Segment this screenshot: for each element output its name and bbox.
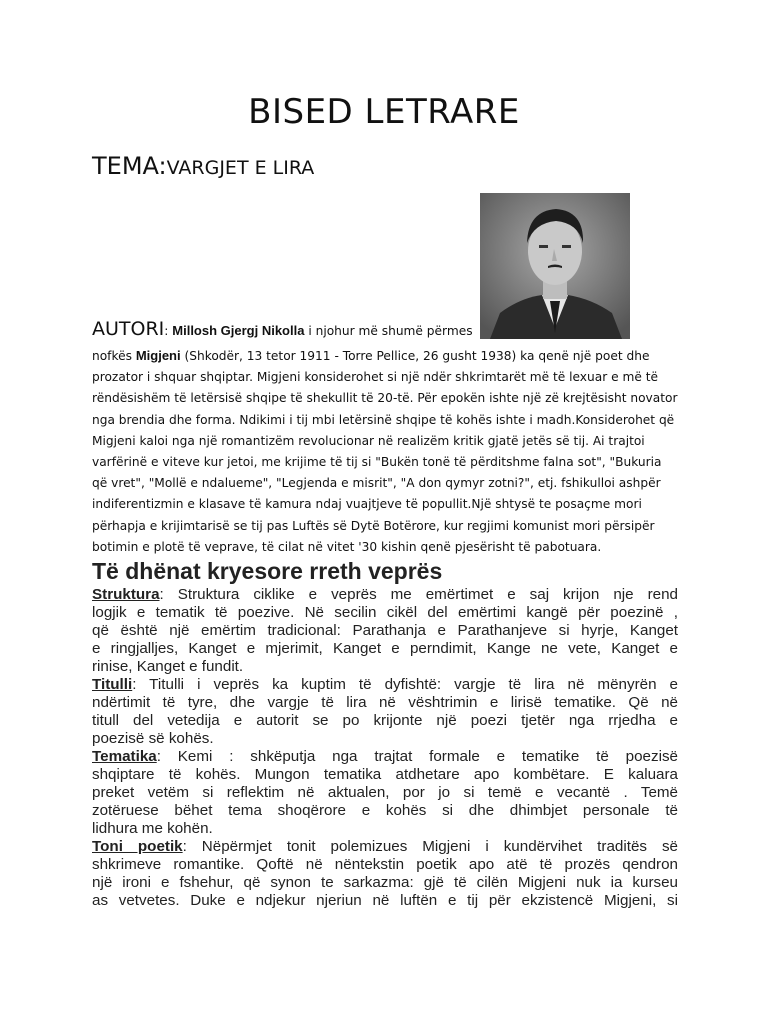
text-line bbox=[92, 676, 678, 694]
bio-text: (Shkodër, 13 tetor 1911 - Torre Pellice, 26 gusht 1938) ka qenë një poet dhe bbox=[180, 349, 650, 363]
bio-line: Migjeni kaloi nga një romantizëm revolucionar në realizëm kritik gjatë jetës së tij. Ai trajtoi bbox=[92, 433, 645, 448]
text-line bbox=[92, 748, 678, 766]
bio-line: prozator i shquar shqiptar. Migjeni konsiderohet si një ndër shkrimtarët më të lexuar e më të bbox=[92, 370, 658, 385]
bio-line: nga brendia dhe forma. Ndikimi i tij mbi letërsinë shqipe të kohës ishte i madh.Konsiderohet që bbox=[92, 412, 675, 427]
paragraph-tone bbox=[92, 838, 678, 910]
text-line: poezisë së kohës. bbox=[92, 730, 214, 747]
author-full-name: Millosh Gjergj Nikolla bbox=[172, 323, 305, 338]
paragraph-themes bbox=[92, 748, 678, 838]
bio-line: përhapja e krijimtarisë se tij pas Luftës së Dytë Botërore, kur regjimi komunist mori përsipër bbox=[92, 518, 655, 533]
author-colon: : bbox=[164, 324, 173, 338]
text-line: një ironi e fshehur, që synon te sarkazma: gjë të cilën Migjeni nuk ia kurseu bbox=[92, 874, 678, 891]
text-line: as vetvetes. Duke e ndjekur njeriun në luftën e tij për ekzistencë Migjeni, si bbox=[92, 892, 678, 909]
text-line bbox=[92, 586, 678, 604]
author-line-text: i njohur më shumë përmes bbox=[304, 324, 473, 338]
text-line: e ringjalljes, Kanget e mjerimit, Kanget e perndimit, Kange ne vete, Kanget e bbox=[92, 640, 678, 657]
topic-heading bbox=[92, 152, 314, 180]
work-details bbox=[92, 586, 678, 910]
bio-text: nofkës bbox=[92, 349, 136, 363]
author-label: AUTORI bbox=[92, 318, 165, 340]
paragraph-structure bbox=[92, 586, 678, 676]
term-title: Titulli bbox=[92, 676, 133, 693]
author-line bbox=[92, 318, 482, 340]
bio-line: rëndësishëm të letërsisë shqipe të shekullit të 20-të. Për epokën ishte një zë krejtësisht novator bbox=[92, 391, 678, 406]
bio-line: botimin e plotë të veprave, të cilat në vitet '30 kishin qenë pjesërisht të pabotuara. bbox=[92, 539, 602, 554]
paragraph-title bbox=[92, 676, 678, 748]
text-line: ndërtimit të tyre, dhe vargje të lira në vështrimin e lirisë tematike. Që në bbox=[92, 694, 678, 711]
bio-line: varfërinë e viteve kur jetoi, me krijime të tij si "Bukën tonë të përditshme falna sot", "Bukuria bbox=[92, 455, 662, 470]
text-run: : Struktura ciklike e veprës me emërtimet e saj krijon nje rend bbox=[159, 586, 678, 603]
topic-label: TEMA: bbox=[92, 152, 167, 180]
author-pen-name: Migjeni bbox=[135, 348, 181, 363]
text-run: : Kemi : shkëputja nga trajtat formale e tematike të poezisë bbox=[156, 748, 678, 765]
text-line: rinise, Kanget e fundit. bbox=[92, 658, 244, 675]
text-line: titull del vetedija e autorit se po krijonte një poezi tjetër nga rrjedha e bbox=[92, 712, 678, 729]
bio-line bbox=[92, 345, 678, 367]
author-biography bbox=[92, 345, 678, 558]
section-heading: Të dhënat kryesore rreth veprës bbox=[92, 558, 443, 584]
text-run: : Titulli i veprës ka kuptim të dyfishtë: vargje të lira në mënyrën e bbox=[132, 676, 678, 693]
bio-line: indiferentizmin e klasave të kamura ndaj vuajtjeve të popullit.Një shtysë te posaçme mori bbox=[92, 497, 642, 512]
author-portrait bbox=[480, 193, 630, 339]
text-line: që është një emërtim tradicional: Parathanja e Parathanjeve si hyrje, Kanget bbox=[92, 622, 678, 639]
term-structure: Struktura bbox=[92, 586, 160, 603]
term-themes: Tematika bbox=[92, 748, 157, 765]
text-line: shkrimeve romantike. Qoftë në nëntekstin poetik apo atë të prozës qendron bbox=[92, 856, 678, 873]
bio-line: që vret", "Mollë e ndalueme", "Legjenda e misrit", "A don qymyr zotni?", etj. fshikulloi ashpër bbox=[92, 476, 661, 491]
text-line bbox=[92, 838, 678, 856]
text-line: zotëruese bëhet tema shoqërore e kohës si dhe dhimbjet personale të bbox=[92, 802, 678, 819]
text-line: logjik e tematik të poezive. Në secilin cikël del emërtimi kangë për poezinë , bbox=[92, 604, 678, 621]
text-run: : Nëpërmjet tonit polemizues Migjeni i kundërvihet traditës së bbox=[182, 838, 678, 855]
text-line: preket vetëm si reflektim në aktualen, por jo si temë e vecantë . Temë bbox=[92, 784, 678, 801]
document-title: BISED LETRARE bbox=[248, 92, 520, 132]
text-line: shqiptare të kohës. Mungon tematika atdhetare apo kombëtare. E kaluara bbox=[92, 766, 678, 783]
topic-value: VARGJET E LIRA bbox=[166, 157, 315, 179]
text-line: lidhura me kohën. bbox=[92, 820, 213, 837]
term-tone: Toni poetik bbox=[92, 838, 183, 855]
